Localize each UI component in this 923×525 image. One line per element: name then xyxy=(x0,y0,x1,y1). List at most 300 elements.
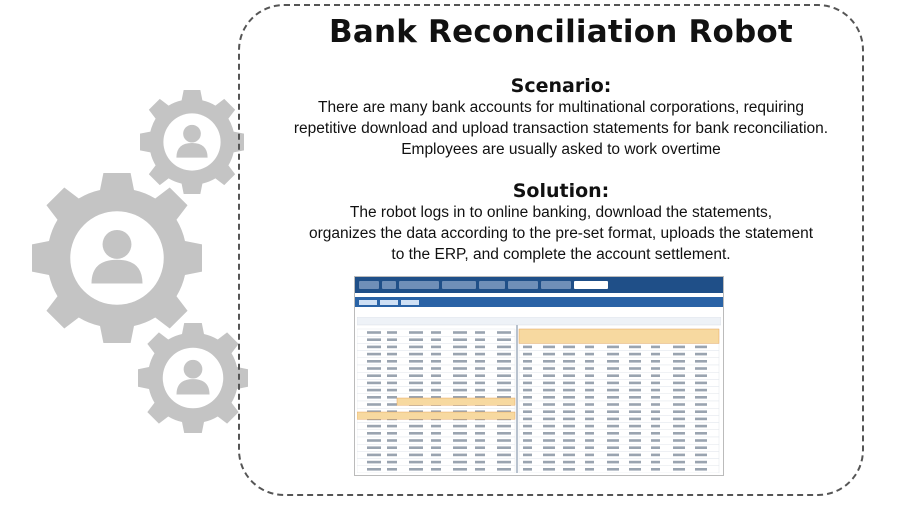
table-cell xyxy=(629,418,641,421)
table-cell xyxy=(367,346,381,349)
table-cell xyxy=(523,468,532,471)
table-cell xyxy=(607,382,619,385)
table-cell xyxy=(651,389,660,392)
table-cell xyxy=(673,425,685,428)
table-cell xyxy=(453,382,467,385)
table-cell xyxy=(695,374,707,377)
table-cell xyxy=(431,338,441,341)
table-cell xyxy=(543,353,555,356)
table-cell xyxy=(523,374,532,377)
table-cell xyxy=(387,461,397,464)
table-cell xyxy=(607,439,619,442)
table-cell xyxy=(563,454,575,457)
table-cell xyxy=(497,382,511,385)
table-cell xyxy=(409,468,423,471)
table-cell xyxy=(629,353,641,356)
table-cell xyxy=(475,446,485,449)
table-cell xyxy=(497,425,511,428)
table-cell xyxy=(409,367,423,370)
table-cell xyxy=(367,338,381,341)
table-cell xyxy=(387,454,397,457)
table-cell xyxy=(475,389,485,392)
table-cell xyxy=(453,331,467,334)
table-cell xyxy=(585,346,594,349)
table-cell xyxy=(543,418,555,421)
table-cell xyxy=(543,396,555,399)
table-cell xyxy=(387,403,397,406)
table-cell xyxy=(585,382,594,385)
table-cell xyxy=(497,461,511,464)
table-cell xyxy=(475,338,485,341)
table-cell xyxy=(585,425,594,428)
table-cell xyxy=(431,382,441,385)
table-cell xyxy=(387,374,397,377)
table-cell xyxy=(695,396,707,399)
table-cell xyxy=(563,446,575,449)
table-cell xyxy=(563,432,575,435)
table-cell xyxy=(409,432,423,435)
table-cell xyxy=(497,432,511,435)
table-cell xyxy=(523,418,532,421)
table-cell xyxy=(651,410,660,413)
table-cell xyxy=(431,367,441,370)
table-cell xyxy=(563,346,575,349)
page-title: Bank Reconciliation Robot xyxy=(329,14,793,50)
table-cell xyxy=(629,410,641,413)
table-cell xyxy=(409,374,423,377)
table-cell xyxy=(367,331,381,334)
table-cell xyxy=(387,346,397,349)
table-cell xyxy=(357,317,721,325)
table-cell xyxy=(387,367,397,370)
table-cell xyxy=(523,425,532,428)
table-cell xyxy=(367,360,381,363)
table-cell xyxy=(523,353,532,356)
table-cell xyxy=(497,360,511,363)
table-cell xyxy=(629,439,641,442)
table-cell xyxy=(629,346,641,349)
scenario-text xyxy=(238,97,884,160)
table-cell xyxy=(453,425,467,428)
table-cell xyxy=(367,468,381,471)
table-cell xyxy=(409,331,423,334)
table-cell xyxy=(563,382,575,385)
table-cell xyxy=(367,353,381,356)
table-cell xyxy=(563,410,575,413)
table-cell xyxy=(543,432,555,435)
table-cell xyxy=(453,360,467,363)
table-cell xyxy=(543,367,555,370)
table-cell xyxy=(629,432,641,435)
table-cell xyxy=(497,353,511,356)
table-cell xyxy=(397,398,515,405)
table-cell xyxy=(431,432,441,435)
table-cell xyxy=(695,468,707,471)
table-cell xyxy=(475,382,485,385)
table-cell xyxy=(651,346,660,349)
table-cell xyxy=(673,396,685,399)
table-cell xyxy=(367,367,381,370)
table-cell xyxy=(367,396,381,399)
table-cell xyxy=(387,446,397,449)
table-cell xyxy=(651,454,660,457)
table-cell xyxy=(357,412,515,419)
table-cell xyxy=(431,389,441,392)
table-cell xyxy=(409,338,423,341)
table-cell xyxy=(607,418,619,421)
table-cell xyxy=(475,367,485,370)
table-cell xyxy=(629,403,641,406)
table-cell xyxy=(585,461,594,464)
solution-line: The robot logs in to online banking, download the statements, xyxy=(349,204,773,221)
table-cell xyxy=(673,353,685,356)
solution-line: organizes the data according to the pre-set format, uploads the statement xyxy=(308,225,814,242)
table-cell xyxy=(651,461,660,464)
table-cell xyxy=(431,446,441,449)
table-cell xyxy=(585,360,594,363)
table-cell xyxy=(629,461,641,464)
table-cell xyxy=(695,418,707,421)
solution-text xyxy=(238,202,884,265)
table-cell xyxy=(523,382,532,385)
gear-user-icon xyxy=(32,173,202,343)
screenshot-table xyxy=(357,317,721,473)
scenario-line: repetitive download and upload transaction statements for bank reconciliation. xyxy=(293,120,829,137)
table-cell xyxy=(367,446,381,449)
table-cell xyxy=(409,382,423,385)
table-cell xyxy=(475,454,485,457)
table-cell xyxy=(497,374,511,377)
table-cell xyxy=(651,360,660,363)
scenario-line: There are many bank accounts for multinational corporations, requiring xyxy=(318,99,804,116)
table-cell xyxy=(607,461,619,464)
table-cell xyxy=(431,454,441,457)
screenshot-toolbar xyxy=(355,297,723,307)
table-cell xyxy=(387,331,397,334)
table-cell xyxy=(651,374,660,377)
table-cell xyxy=(523,403,532,406)
table-cell xyxy=(543,446,555,449)
table-cell xyxy=(607,396,619,399)
table-cell xyxy=(651,432,660,435)
table-cell xyxy=(475,425,485,428)
table-cell xyxy=(629,446,641,449)
table-cell xyxy=(563,439,575,442)
scenario-line: Employees are usually asked to work overtime xyxy=(401,141,721,158)
table-cell xyxy=(563,367,575,370)
table-cell xyxy=(695,403,707,406)
table-cell xyxy=(673,360,685,363)
table-cell xyxy=(497,446,511,449)
table-cell xyxy=(431,360,441,363)
table-cell xyxy=(607,353,619,356)
table-cell xyxy=(585,468,594,471)
table-cell xyxy=(543,389,555,392)
table-cell xyxy=(453,468,467,471)
table-cell xyxy=(387,382,397,385)
table-cell xyxy=(523,389,532,392)
table-cell xyxy=(519,329,719,343)
table-cell xyxy=(453,367,467,370)
table-cell xyxy=(563,374,575,377)
table-cell xyxy=(367,389,381,392)
table-cell xyxy=(651,468,660,471)
table-cell xyxy=(475,461,485,464)
table-cell xyxy=(651,396,660,399)
table-cell xyxy=(523,461,532,464)
table-cell xyxy=(523,432,532,435)
table-cell xyxy=(543,461,555,464)
table-cell xyxy=(543,425,555,428)
table-cell xyxy=(453,454,467,457)
table-cell xyxy=(453,346,467,349)
table-cell xyxy=(387,439,397,442)
table-cell xyxy=(651,439,660,442)
table-cell xyxy=(585,439,594,442)
table-cell xyxy=(523,360,532,363)
table-cell xyxy=(585,353,594,356)
table-cell xyxy=(673,461,685,464)
table-cell xyxy=(516,325,518,473)
table-cell xyxy=(585,454,594,457)
table-cell xyxy=(387,360,397,363)
table-cell xyxy=(673,468,685,471)
table-cell xyxy=(543,346,555,349)
table-cell xyxy=(431,461,441,464)
table-cell xyxy=(409,461,423,464)
table-cell xyxy=(607,425,619,428)
table-cell xyxy=(629,468,641,471)
table-cell xyxy=(695,410,707,413)
table-cell xyxy=(563,418,575,421)
table-cell xyxy=(607,360,619,363)
table-cell xyxy=(563,396,575,399)
table-cell xyxy=(453,461,467,464)
table-cell xyxy=(367,382,381,385)
table-cell xyxy=(497,338,511,341)
scenario-heading: Scenario: xyxy=(510,75,612,97)
table-cell xyxy=(543,468,555,471)
table-cell xyxy=(543,382,555,385)
table-cell xyxy=(563,353,575,356)
table-cell xyxy=(673,367,685,370)
table-cell xyxy=(409,454,423,457)
table-cell xyxy=(585,446,594,449)
table-cell xyxy=(695,382,707,385)
gear-user-icon xyxy=(138,323,248,433)
table-cell xyxy=(497,454,511,457)
table-cell xyxy=(387,353,397,356)
table-cell xyxy=(543,410,555,413)
table-cell xyxy=(673,389,685,392)
table-cell xyxy=(695,367,707,370)
table-cell xyxy=(695,432,707,435)
solution-line: to the ERP, and complete the account settlement. xyxy=(391,246,731,263)
table-cell xyxy=(695,346,707,349)
table-cell xyxy=(409,353,423,356)
table-cell xyxy=(673,454,685,457)
table-cell xyxy=(431,468,441,471)
table-cell xyxy=(563,461,575,464)
table-cell xyxy=(585,374,594,377)
table-cell xyxy=(497,468,511,471)
table-cell xyxy=(367,425,381,428)
table-cell xyxy=(523,346,532,349)
table-cell xyxy=(475,346,485,349)
table-cell xyxy=(453,439,467,442)
table-cell xyxy=(673,382,685,385)
table-cell xyxy=(543,439,555,442)
table-cell xyxy=(453,432,467,435)
table-cell xyxy=(475,374,485,377)
reconciliation-screenshot xyxy=(354,276,724,476)
table-cell xyxy=(453,389,467,392)
table-cell xyxy=(431,425,441,428)
table-cell xyxy=(673,418,685,421)
table-cell xyxy=(453,446,467,449)
table-cell xyxy=(673,439,685,442)
table-cell xyxy=(367,403,381,406)
table-cell xyxy=(543,374,555,377)
solution-heading: Solution: xyxy=(512,180,610,202)
table-cell xyxy=(607,403,619,406)
table-cell xyxy=(409,446,423,449)
table-cell xyxy=(563,389,575,392)
table-cell xyxy=(523,454,532,457)
table-cell xyxy=(475,331,485,334)
table-cell xyxy=(387,389,397,392)
table-cell xyxy=(387,425,397,428)
table-cell xyxy=(387,396,397,399)
table-cell xyxy=(543,360,555,363)
table-cell xyxy=(695,353,707,356)
table-cell xyxy=(453,338,467,341)
table-cell xyxy=(475,353,485,356)
table-cell xyxy=(629,396,641,399)
table-cell xyxy=(585,418,594,421)
table-cell xyxy=(475,468,485,471)
table-cell xyxy=(367,461,381,464)
table-cell xyxy=(607,374,619,377)
table-cell xyxy=(431,331,441,334)
table-cell xyxy=(673,403,685,406)
table-cell xyxy=(367,454,381,457)
table-cell xyxy=(563,403,575,406)
table-cell xyxy=(409,425,423,428)
table-cell xyxy=(497,346,511,349)
table-cell xyxy=(497,439,511,442)
table-cell xyxy=(585,367,594,370)
table-cell xyxy=(563,425,575,428)
table-cell xyxy=(585,403,594,406)
table-cell xyxy=(409,360,423,363)
table-cell xyxy=(629,454,641,457)
table-cell xyxy=(651,367,660,370)
table-cell xyxy=(651,353,660,356)
table-cell xyxy=(673,446,685,449)
table-cell xyxy=(453,374,467,377)
table-cell xyxy=(695,439,707,442)
table-cell xyxy=(543,403,555,406)
table-cell xyxy=(607,454,619,457)
table-cell xyxy=(673,410,685,413)
table-cell xyxy=(431,353,441,356)
table-cell xyxy=(607,389,619,392)
table-cell xyxy=(673,346,685,349)
table-cell xyxy=(629,367,641,370)
table-cell xyxy=(409,346,423,349)
table-cell xyxy=(387,338,397,341)
table-cell xyxy=(629,360,641,363)
table-cell xyxy=(409,389,423,392)
table-cell xyxy=(629,389,641,392)
table-cell xyxy=(475,439,485,442)
table-cell xyxy=(453,353,467,356)
table-cell xyxy=(523,410,532,413)
screenshot-nav xyxy=(355,277,723,293)
table-cell xyxy=(673,374,685,377)
table-cell xyxy=(585,410,594,413)
table-cell xyxy=(651,403,660,406)
table-cell xyxy=(673,432,685,435)
table-cell xyxy=(523,367,532,370)
table-cell xyxy=(695,389,707,392)
table-cell xyxy=(695,454,707,457)
table-cell xyxy=(607,446,619,449)
table-cell xyxy=(585,396,594,399)
table-cell xyxy=(497,367,511,370)
table-cell xyxy=(651,446,660,449)
table-cell xyxy=(475,360,485,363)
table-cell xyxy=(651,382,660,385)
table-cell xyxy=(629,382,641,385)
table-cell xyxy=(695,360,707,363)
table-cell xyxy=(431,439,441,442)
table-cell xyxy=(367,432,381,435)
table-cell xyxy=(607,367,619,370)
table-cell xyxy=(629,374,641,377)
table-cell xyxy=(607,346,619,349)
table-cell xyxy=(585,432,594,435)
table-cell xyxy=(523,396,532,399)
table-cell xyxy=(497,331,511,334)
table-cell xyxy=(695,446,707,449)
table-cell xyxy=(367,439,381,442)
table-cell xyxy=(563,468,575,471)
table-cell xyxy=(475,432,485,435)
table-cell xyxy=(651,425,660,428)
gear-user-icon xyxy=(140,90,244,194)
table-cell xyxy=(607,432,619,435)
table-cell xyxy=(607,468,619,471)
table-cell xyxy=(651,418,660,421)
table-cell xyxy=(431,374,441,377)
table-cell xyxy=(387,468,397,471)
table-cell xyxy=(563,360,575,363)
table-cell xyxy=(497,389,511,392)
table-cell xyxy=(409,439,423,442)
table-cell xyxy=(523,439,532,442)
table-cell xyxy=(387,432,397,435)
table-cell xyxy=(607,410,619,413)
table-cell xyxy=(523,446,532,449)
table-cell xyxy=(585,389,594,392)
table-cell xyxy=(543,454,555,457)
table-cell xyxy=(695,425,707,428)
table-cell xyxy=(695,461,707,464)
table-cell xyxy=(431,346,441,349)
table-cell xyxy=(629,425,641,428)
